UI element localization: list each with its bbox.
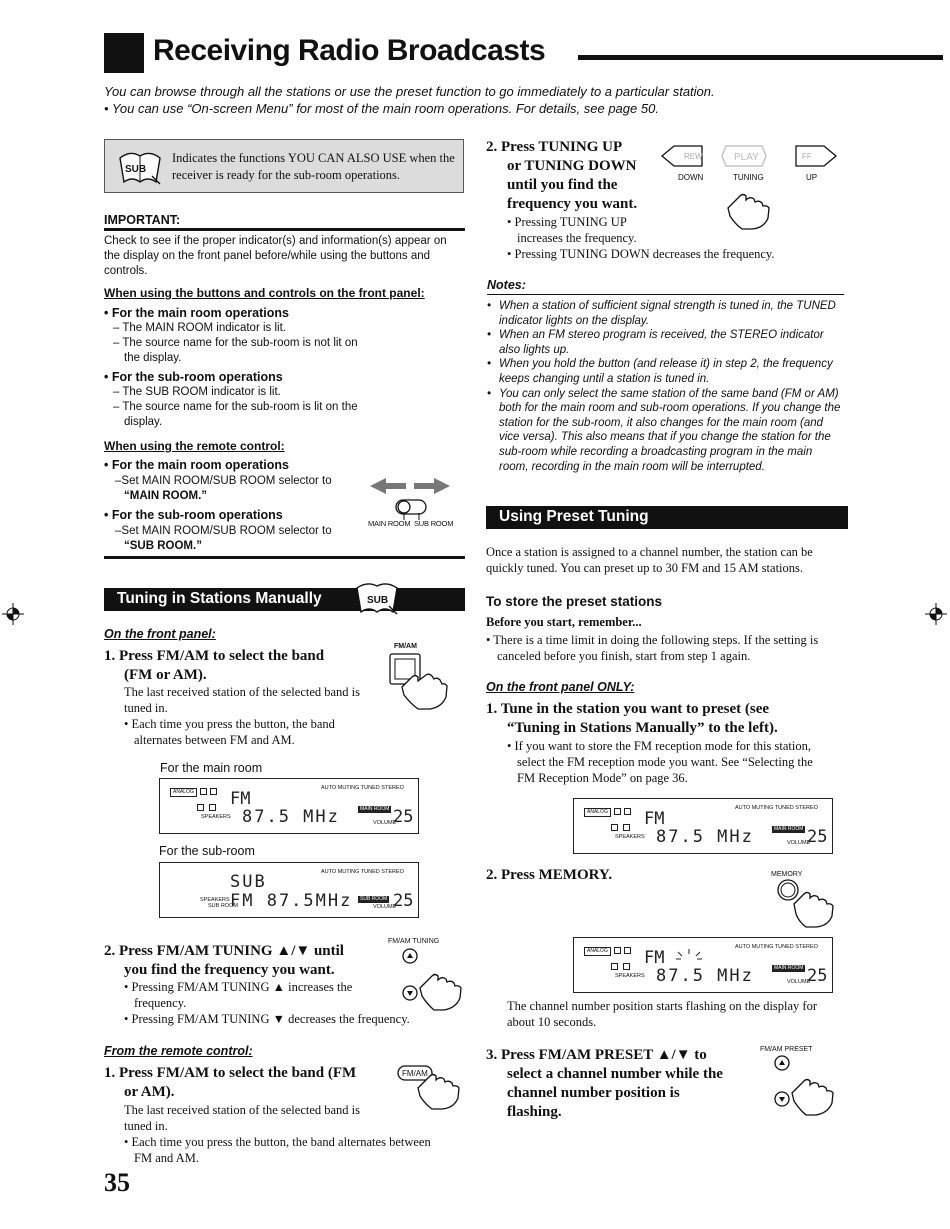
intro-line-2: • You can use “On-screen Menu” for most of the main room operations. For details, see page 50. [104,101,659,116]
main-room-line-1: – The MAIN ROOM indicator is lit. [113,322,286,334]
front-panel-heading: When using the buttons and controls on the front panel: [104,286,425,300]
memory-label: MEMORY [771,871,803,878]
before-text-1: • There is a time limit in doing the following steps. If the setting is [486,633,819,647]
display-main-room-tag: MAIN ROOM [360,806,390,812]
room-selector-icon [366,474,456,522]
display-spk-b [209,804,216,811]
note-item-cont: vice versa). This also means that if you change the station for the [499,431,831,444]
front-only-subheading: On the front panel ONLY: [486,680,635,694]
selector-main-label: MAIN ROOM [368,519,411,528]
display-r-box [210,788,217,795]
important-text: Check to see if the proper indicator(s) and information(s) appear on the display on the front panel before/while using the buttons and controls. [104,235,447,277]
manual-step1-bullet-1: • Each time you press the button, the band [124,717,335,731]
remote-main-line-2: “MAIN ROOM.” [124,490,208,502]
manual-step2-text-3: • Pressing FM/AM TUNING ▼ decreases the frequency. [124,1012,410,1026]
note-item-cont: sub-room while recording a broadcasting program in the main [499,445,813,458]
remote-sub-line-2: “SUB ROOM.” [124,540,202,552]
manual-step1-bullet-2: alternates between FM and AM. [134,733,295,747]
section-title-manual: Tuning in Stations Manually [117,590,322,607]
display-speakers: SPEAKERS [200,897,230,903]
preset-step1-text-2: select the FM reception mode you want. See “Selecting the [517,755,813,769]
tuning-step2-line-d: frequency you want. [507,196,638,212]
preset-step3-line-a: 3. Press FM/AM PRESET ▲/▼ to [486,1047,707,1063]
before-heading: Before you start, remember... [486,615,642,629]
remote-main-head: • For the main room operations [104,458,289,472]
manual-step2-text-1: • Pressing FM/AM TUNING ▲ increases the [124,980,353,994]
manual-step1-text-1: The last received station of the selected band is [124,685,361,699]
section-bar-manual [104,588,465,611]
note-item-cont: keeps changing until a station is tuned in. [499,372,710,385]
preset-step3-line-d: flashing. [507,1104,562,1120]
display-r-box [624,808,631,815]
section-bar-preset [486,506,848,529]
note-item: • When a station of sufficient signal strength is tuned in, the TUNED [487,300,836,312]
display-spk-b [623,963,630,970]
sub-legend-text: Indicates the functions YOU CAN ALSO USE when the receiver is ready for the sub-room operations. [172,151,455,182]
remote-step1-line-b: or AM). [124,1084,175,1100]
page-number: 35 [104,1168,130,1197]
up-label: UP [806,173,818,182]
notes-rule [487,294,844,295]
front-panel-subheading: On the front panel: [104,627,216,641]
sub-room-line-2: – The source name for the sub-room is lit on the [113,401,358,413]
notes-heading: Notes: [487,278,526,292]
display-l-box [200,788,207,795]
ff-label: FF [802,152,812,161]
main-room-line-2: – The source name for the sub-room is not lit on [113,337,358,349]
remote-sub-head: • For the sub-room operations [104,508,283,522]
tuning-step2-text-2: increases the frequency. [517,231,637,245]
preset-step2-text-2: about 10 seconds. [507,1015,597,1029]
manual-step2-text-2: frequency. [134,996,187,1010]
display-r-box [624,947,631,954]
tuning-step2-line-c: until you find the [507,177,618,193]
display-speakers: SPEAKERS [201,814,231,820]
note-item-cont: station for the sub-room, it also changes for the main room (and [499,416,824,429]
preset-up-down-press-icon [770,1053,840,1119]
manual-step1-text-2: tuned in. [124,701,168,715]
display-volume: VOLUME [787,979,811,985]
remote-sub-line-1: –Set MAIN ROOM/SUB ROOM selector to [115,525,332,537]
sub-room-display [159,862,419,918]
manual-step1-line-a: 1. Press FM/AM to select the band [104,648,325,664]
remote-step1-text-4: FM and AM. [134,1151,199,1165]
display-main-room-tag: MAIN ROOM [774,826,804,832]
sub-room-line-2b: display. [124,416,163,428]
display-spk-a [197,804,204,811]
intro [104,83,824,117]
store-heading: To store the preset stations [486,594,663,609]
note-item-cont: also lights up. [499,343,570,356]
page-title: Receiving Radio Broadcasts [153,34,546,67]
display-l-box [614,808,621,815]
bar-sub-label: SUB [367,595,389,606]
preset-display [573,798,833,854]
manual-step2-line-a: 2. Press FM/AM TUNING ▲/▼ until [104,943,344,959]
preset-step1-line-a: 1. Tune in the station you want to preset (see [486,701,770,717]
display-spk-a [611,824,618,831]
display-volume-value: 25 [807,827,828,847]
display-band: FM [644,948,665,968]
memory-press-icon [774,878,838,928]
display-volume: VOLUME [787,840,811,846]
manual-step2-line-b: you find the frequency you want. [124,962,335,978]
intro-line-1: You can browse through all the stations or use the preset function to go immediately to a particular station. [104,84,715,99]
before-text-2: canceled before you finish, start from step 1 again. [497,649,751,663]
display-speakers: SPEAKERS [615,973,645,979]
display-frequency: 87.5 MHz [656,966,754,986]
section-title-preset: Using Preset Tuning [499,508,649,525]
manual-step1-line-b: (FM or AM). [124,667,207,683]
display-indicators: AUTO MUTING TUNED STEREO [735,805,818,811]
display-band: FM [230,789,251,809]
preset-buttons-label: FM/AM PRESET [760,1046,813,1053]
display-main-room-tag: MAIN ROOM [774,965,804,971]
display-volume: VOLUME [373,904,397,910]
note-item-cont: both for the main room and sub-room operations. If you change the [499,402,841,415]
preset-intro-2: quickly tuned. You can preset up to 30 FM and 15 AM stations. [486,561,804,575]
tuning-step2-text-1: • Pressing TUNING UP [507,215,627,229]
remote-step1-text-1: The last received station of the selected band is [124,1103,361,1117]
main-room-display [159,778,419,834]
display-sub-room-tag: SUB ROOM [360,896,388,902]
tuning-step2-line-b: or TUNING DOWN [507,158,637,174]
display-volume-value: 25 [393,807,414,827]
down-label: DOWN [678,173,704,182]
note-item: • You can only select the same station of the same band (FM or AM) [487,387,839,400]
note-item-cont: indicator lights on the display. [499,314,650,327]
display-band: FM [644,809,665,829]
display-analog: ANALOG [170,788,197,797]
display-analog: ANALOG [584,947,611,956]
title-marker [104,33,144,73]
remote-heading: When using the remote control: [104,439,285,453]
tuning-up-down-press-icon [398,946,468,1014]
fmam-press-icon [384,651,454,711]
play-label: PLAY [734,152,759,163]
preset-step1-line-b: “Tuning in Stations Manually” to the left). [507,720,778,736]
registration-mark-icon [2,603,24,625]
display-sub-line-2: FM 87.5MHz [230,891,353,911]
registration-mark-icon [925,603,947,625]
note-item: • When you hold the button (and release it) in step 2, the frequency [487,358,833,371]
note-item: • When an FM stereo program is received, the STEREO indicator [487,329,824,342]
important-bottom-rule [104,556,465,559]
tuning-buttons-label: FM/AM TUNING [388,938,440,945]
display-volume-value: 25 [393,891,414,911]
display-l-box [614,947,621,954]
remote-step1-line-a: 1. Press FM/AM to select the band (FM [104,1065,357,1081]
display-spk-b [623,824,630,831]
preset-step2-text-1: The channel number position starts flashing on the display for [507,999,818,1013]
sub-room-line-1: – The SUB ROOM indicator is lit. [113,386,281,398]
display-frequency: 87.5 MHz [242,807,340,827]
preset-step1-text-3: FM Reception Mode” on page 36. [517,771,688,785]
note-item-cont: room, recording in the main room will be interrupted. [499,460,765,473]
sub-icon-label: SUB [125,164,147,175]
notes-list [487,299,857,474]
display-frequency: 87.5 MHz [656,827,754,847]
sub-room-display-label: For the sub-room [159,844,255,858]
preset-step1-text-1: • If you want to store the FM reception mode for this station, [507,739,811,753]
important-heading: IMPORTANT: [104,213,181,227]
display-indicators: AUTO MUTING TUNED STEREO [735,944,818,950]
main-room-head: • For the main room operations [104,306,289,320]
display-indicators: AUTO MUTING TUNED STEREO [321,785,404,791]
selector-sub-label: SUB ROOM [414,519,454,528]
remote-subheading: From the remote control: [104,1044,253,1058]
remote-main-line-1: –Set MAIN ROOM/SUB ROOM selector to [115,475,332,487]
title-rule [578,55,943,60]
remote-step1-text-2: tuned in. [124,1119,168,1133]
main-room-line-2b: the display. [124,352,182,364]
preset-intro-1: Once a station is assigned to a channel number, the station can be [486,545,813,559]
preset-step2: 2. Press MEMORY. [486,867,613,883]
main-room-display-label: For the main room [160,761,263,775]
preset-step3-line-b: select a channel number while the [507,1066,723,1082]
sub-room-head: • For the sub-room operations [104,370,283,384]
remote-step1-text-3: • Each time you press the button, the band alternates between [124,1135,431,1149]
important-rule [104,228,465,231]
preset-flash-display [573,937,833,993]
display-spk-a [611,963,618,970]
remote-fmam-label: FM/AM [402,1069,428,1078]
tuning-step2-text-3: • Pressing TUNING DOWN decreases the frequency. [507,247,775,261]
fmam-button-label: FM/AM [394,643,417,650]
flash-rays-icon [674,948,704,966]
display-volume-value: 25 [807,966,828,986]
rew-label: REW [684,152,703,161]
display-sub-line-1: SUB [230,872,267,892]
display-speakers: SPEAKERS [615,834,645,840]
display-indicators: AUTO MUTING TUNED STEREO [321,869,404,875]
display-volume: VOLUME [373,820,397,826]
tuning-label: TUNING [733,173,764,182]
tuning-step2-line-a: 2. Press TUNING UP [486,139,623,155]
display-sub-room-small: SUB ROOM [208,903,238,909]
display-analog: ANALOG [584,808,611,817]
preset-step3-line-c: channel number position is [507,1085,680,1101]
